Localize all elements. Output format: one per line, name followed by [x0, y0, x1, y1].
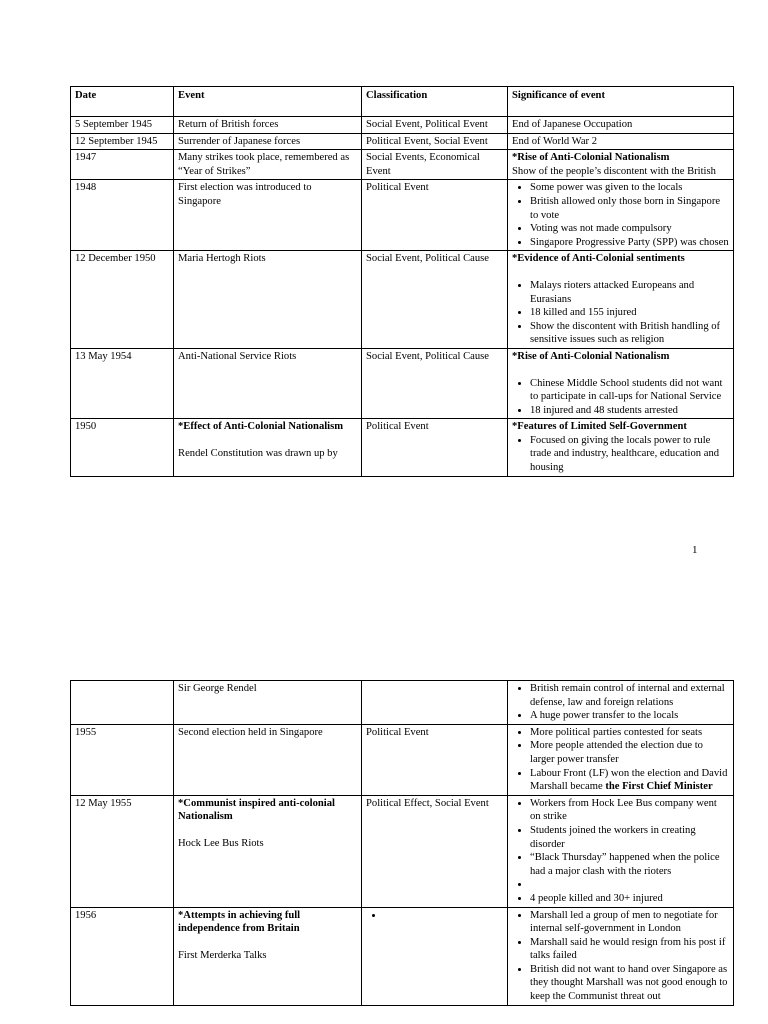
header-significance: Significance of event: [508, 87, 734, 117]
event-cell: Second election held in Singapore: [174, 724, 362, 795]
significance-list: [512, 726, 729, 794]
date-cell: 12 May 1955: [71, 795, 174, 907]
events-table-continued: [70, 680, 734, 1006]
significance-heading: *Rise of Anti-Colonial Nationalism: [512, 350, 670, 362]
table-row: [71, 150, 734, 180]
significance-list: [512, 434, 729, 475]
significance-list: [512, 909, 729, 1004]
list-item: [530, 878, 729, 892]
event-text: First Merderka Talks: [178, 949, 267, 961]
list-item: • British remain control of internal and external defense, law and foreign relations: [530, 682, 729, 709]
events-table: [70, 86, 734, 477]
significance-cell: [508, 251, 734, 349]
header-event: Event: [174, 87, 362, 117]
classification-cell: [362, 907, 508, 1005]
classification-cell: Social Events, Economical Event: [362, 150, 508, 180]
classification-cell: [362, 681, 508, 725]
event-cell: Many strikes took place, remembered as “Year of Strikes”: [174, 150, 362, 180]
header-classification: Classification: [362, 87, 508, 117]
list-item: • Voting was not made compulsory: [530, 222, 729, 236]
significance-cell: [508, 681, 734, 725]
table-row: [71, 724, 734, 795]
event-cell: Anti-National Service Riots: [174, 348, 362, 418]
date-cell: 1955: [71, 724, 174, 795]
date-cell: 1956: [71, 907, 174, 1005]
classification-cell: Political Effect, Social Event: [362, 795, 508, 907]
classification-cell: Political Event: [362, 724, 508, 795]
list-item: • “Black Thursday” happened when the police had a major clash with the rioters: [530, 851, 729, 878]
significance-cell: [508, 907, 734, 1005]
list-item: [530, 767, 729, 794]
event-cell: Maria Hertogh Riots: [174, 251, 362, 349]
list-item: • 4 people killed and 30+ injured: [530, 892, 729, 906]
classification-cell: Social Event, Political Event: [362, 117, 508, 134]
date-cell: [71, 681, 174, 725]
table-row: [71, 419, 734, 476]
list-item: • Malays rioters attacked Europeans and Eurasians: [530, 279, 729, 306]
significance-cell: [508, 795, 734, 907]
bullet-text: Labour Front (LF) won the election and David Marshall became: [530, 767, 728, 793]
classification-cell: Political Event: [362, 419, 508, 476]
document-page-2: [0, 600, 768, 1024]
event-cell: [174, 795, 362, 907]
classification-cell: Political Event, Social Event: [362, 133, 508, 150]
list-item: • Marshall led a group of men to negotiate for internal self-government in London: [530, 909, 729, 936]
list-item: • Chinese Middle School students did not want to participate in call-ups for National Service: [530, 377, 729, 404]
event-heading: *Communist inspired anti-colonial Nationalism: [178, 797, 335, 823]
list-item: • Show the discontent with British handling of sensitive issues such as religion: [530, 320, 729, 347]
significance-cell: [508, 419, 734, 476]
significance-list: [512, 181, 729, 249]
list-item: • 18 injured and 48 students arrested: [530, 404, 729, 418]
significance-cell: [508, 348, 734, 418]
table-header-row: [71, 87, 734, 117]
list-item: • More people attended the election due to larger power transfer: [530, 739, 729, 766]
list-item: • Marshall said he would resign from his post if talks failed: [530, 936, 729, 963]
significance-cell: End of World War 2: [508, 133, 734, 150]
significance-list: [512, 682, 729, 723]
significance-text: Show of the people’s discontent with the British: [512, 165, 716, 177]
table-row: [71, 681, 734, 725]
table-row: [71, 180, 734, 251]
table-row: [71, 907, 734, 1005]
significance-heading: *Rise of Anti-Colonial Nationalism: [512, 152, 670, 164]
list-item: • Focused on giving the locals power to rule trade and industry, healthcare, education and housing: [530, 434, 729, 475]
significance-list: [512, 377, 729, 418]
date-cell: 1948: [71, 180, 174, 251]
list-item: • Students joined the workers in creating disorder: [530, 824, 729, 851]
list-item: [384, 909, 503, 923]
event-cell: Return of British forces: [174, 117, 362, 134]
list-item: • British did not want to hand over Singapore as they thought Marshall was not good enough to keep the Communist threat out: [530, 963, 729, 1004]
event-cell: [174, 419, 362, 476]
event-cell: Surrender of Japanese forces: [174, 133, 362, 150]
significance-heading: *Evidence of Anti-Colonial sentiments: [512, 253, 685, 265]
list-item: • Workers from Hock Lee Bus company went on strike: [530, 797, 729, 824]
classification-cell: Social Event, Political Cause: [362, 348, 508, 418]
page-number: 1: [692, 544, 698, 556]
date-cell: 1947: [71, 150, 174, 180]
date-cell: 13 May 1954: [71, 348, 174, 418]
table-row: [71, 795, 734, 907]
page-separator: [0, 583, 768, 597]
list-item: • More political parties contested for seats: [530, 726, 729, 740]
event-heading: *Attempts in achieving full independence from Britain: [178, 909, 301, 935]
event-text: Hock Lee Bus Riots: [178, 837, 264, 849]
bullet-bold-text: the First Chief Minister: [605, 781, 713, 793]
event-cell: Sir George Rendel: [174, 681, 362, 725]
significance-cell: [508, 724, 734, 795]
list-item: • British allowed only those born in Singapore to vote: [530, 195, 729, 222]
date-cell: 1950: [71, 419, 174, 476]
classification-list: [366, 909, 503, 923]
significance-cell: End of Japanese Occupation: [508, 117, 734, 134]
classification-cell: Political Event: [362, 180, 508, 251]
significance-cell: [508, 180, 734, 251]
significance-list: [512, 797, 729, 906]
table-row: [71, 117, 734, 134]
event-heading: *Effect of Anti-Colonial Nationalism: [178, 421, 344, 433]
table-row: [71, 133, 734, 150]
event-cell: [174, 907, 362, 1005]
significance-list: [512, 279, 729, 347]
date-cell: 5 September 1945: [71, 117, 174, 134]
list-item: • 18 killed and 155 injured: [530, 306, 729, 320]
significance-heading: *Features of Limited Self-Government: [512, 421, 687, 433]
table-row: [71, 348, 734, 418]
table-row: [71, 251, 734, 349]
date-cell: 12 December 1950: [71, 251, 174, 349]
significance-cell: [508, 150, 734, 180]
date-cell: 12 September 1945: [71, 133, 174, 150]
event-text: Rendel Constitution was drawn up by: [178, 447, 338, 459]
list-item: • Singapore Progressive Party (SPP) was chosen: [530, 236, 729, 250]
header-date: Date: [71, 87, 174, 117]
list-item: • A huge power transfer to the locals: [530, 709, 729, 723]
event-cell: First election was introduced to Singapore: [174, 180, 362, 251]
classification-cell: Social Event, Political Cause: [362, 251, 508, 349]
list-item: • Some power was given to the locals: [530, 181, 729, 195]
